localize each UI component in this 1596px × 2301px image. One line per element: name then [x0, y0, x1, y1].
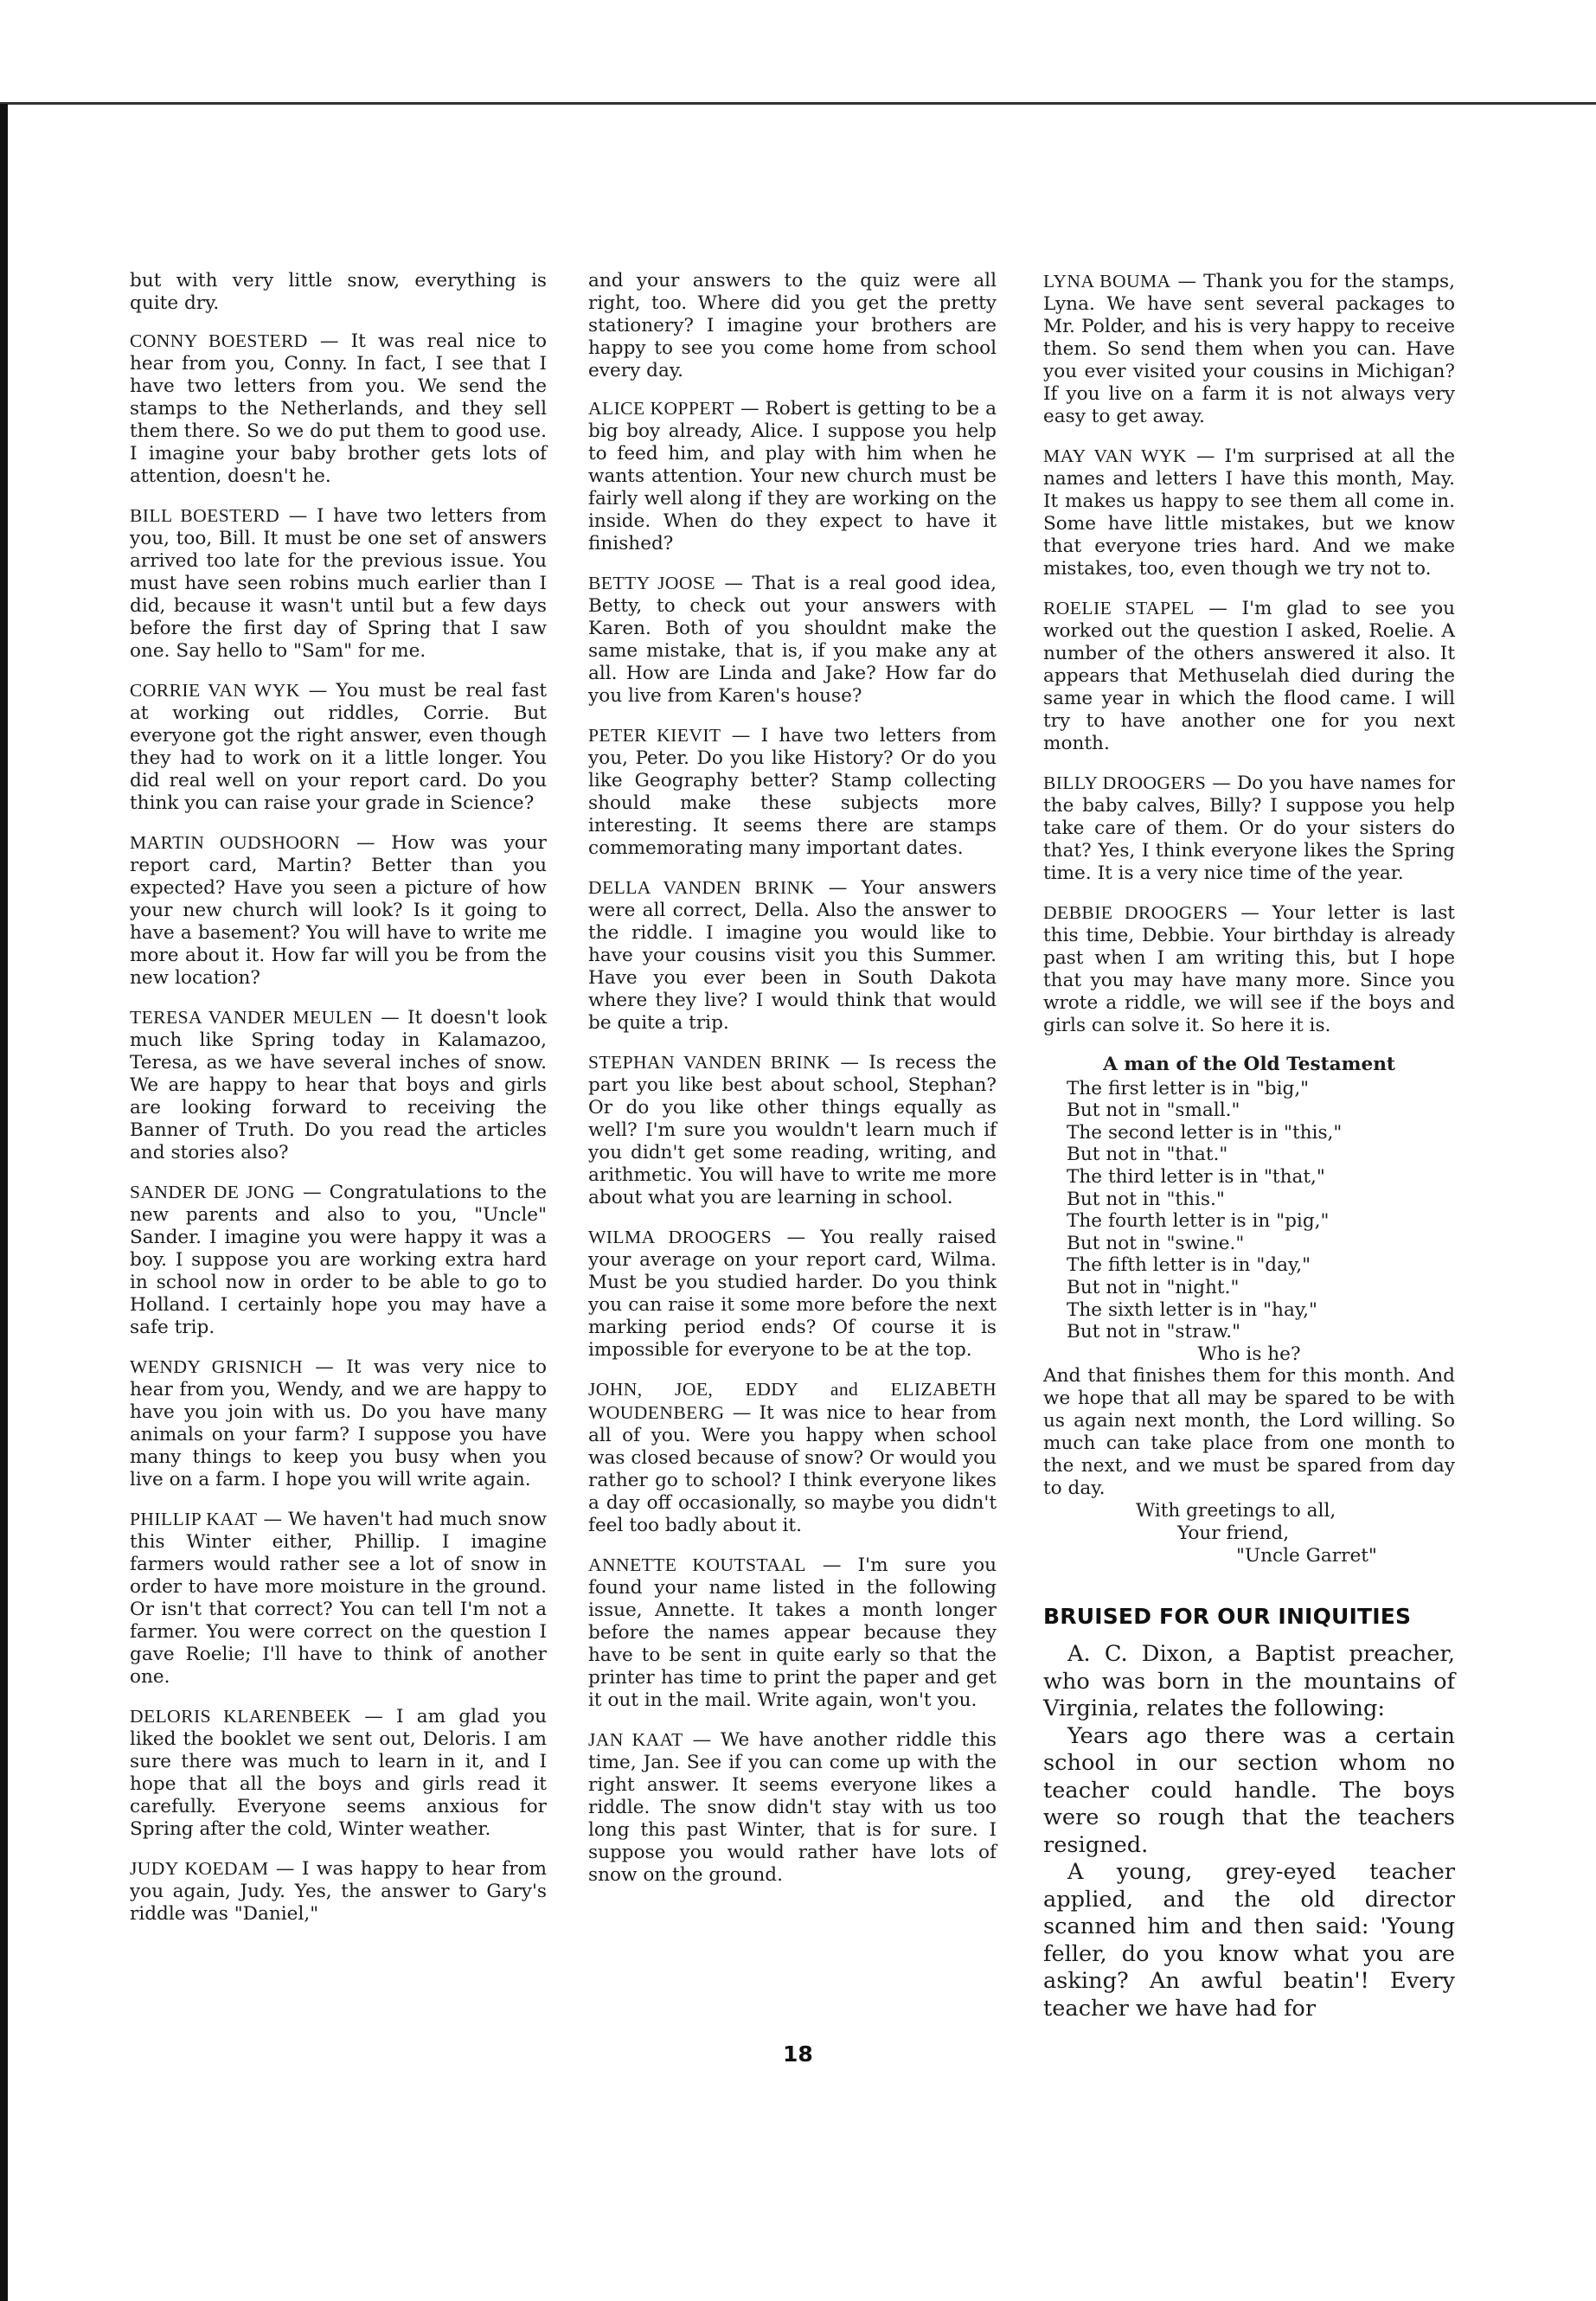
column-2-letters	[588, 397, 997, 1887]
letter-recipient-name: PHILLIP KAAT	[130, 1509, 258, 1529]
riddle-exclusion-line: But not in "night."	[1067, 1276, 1240, 1298]
letter-body: — Robert is getting to be a big boy already, Alice. I suppose you help to feed him, and play with him when he wants attention. Your new church must be fairly well along if they are working on the inside. When do they expect to have it finished?	[588, 398, 997, 554]
letter-entry	[130, 1508, 547, 1689]
letter-body: — I'm sure you found your name listed in the following issue, Annette. It takes a month longer before the names appear because they have to be sent in quite early so that the printer has time to print the paper and get it out in the mail. Write again, won't you.	[588, 1554, 997, 1711]
closing-paragraph: And that finishes them for this month. And we hope that all may be spared to be with us again next month, the Lord willing. So much can take place from one month to the next, and we must be spared from day to day.	[1043, 1365, 1455, 1500]
column-3	[1043, 270, 1455, 2022]
letter-entry	[588, 876, 997, 1035]
letter-entry	[1043, 270, 1455, 428]
column-2-intro: and your answers to the quiz were all right, too. Where did you get the pretty stationery? I imagine your brothers are happy to see you come home from school every day.	[588, 270, 997, 381]
letter-recipient-name: JOHN, JOE, EDDY and ELIZABETH WOUDENBERG	[588, 1379, 997, 1423]
letter-entry	[588, 1051, 997, 1209]
column-3-letters	[1043, 270, 1455, 1037]
letter-body: — That is a real good idea, Betty, to check out your answers with Karen. Both of you shouldnt make the same mistake, that is, if you make any at all. How are Linda and Jake? How far do you live from Karen's house?	[588, 573, 997, 707]
letter-entry	[1043, 901, 1455, 1037]
letter-body: — You really raised your average on your report card, Wilma. Must be you studied harder. Do you think you can raise it some more before the next marking period ends? Of course it is impossible for everyone to be at the top.	[588, 1227, 997, 1361]
letter-recipient-name: JAN KAAT	[588, 1729, 683, 1750]
riddle-clue-line: The third letter is in "that,"	[1067, 1165, 1325, 1188]
letter-body: — I'm surprised at all the names and letters I have this month, May. It makes us happy to see them all come in. Some have little mistakes, but we know that everyone tries hard. And we make mistakes, too, even though we try not to.	[1043, 445, 1456, 580]
letter-body: — It doesn't look much like Spring today in Kalamazoo, Teresa, as we have several inches of snow. We are happy to hear that boys and girls are looking forward to receiving the Banner of Truth. Do you read the articles and stories also?	[130, 1007, 547, 1163]
letter-entry	[1043, 772, 1455, 885]
scan-edge-top	[0, 102, 1596, 105]
letter-body: — I have two letters from you, too, Bill. It must be one set of answers arrived too late for the previous issue. You must have seen robins much earlier than I did, because it wasn't until but a few days before the first day of Spring that I saw one. Say hello to "Sam" for me.	[130, 505, 547, 662]
letter-body: — Congratulations to the new parents and also to you, "Uncle" Sander. I imagine you were happy it was a boy. I suppose you are working extra hard in school now in order to be able to go to Holland. I certainly hope you may have a safe trip.	[130, 1182, 547, 1338]
riddle-exclusion-line: But not in "swine."	[1067, 1232, 1245, 1254]
letter-body: — I was happy to hear from you again, Judy. Yes, the answer to Gary's riddle was "Daniel,"	[130, 1858, 548, 1925]
article-headline: BRUISED FOR OUR INIQUITIES	[1043, 1604, 1412, 1630]
article-paragraph: A. C. Dixon, a Baptist preacher, who was born in the mountains of Virginia, relates the following:	[1043, 1641, 1455, 1722]
riddle	[1043, 1054, 1455, 1365]
letter-entry	[130, 330, 547, 488]
letter-recipient-name: ROELIE STAPEL	[1043, 598, 1195, 619]
letter-recipient-name: WILMA DROOGERS	[588, 1227, 772, 1247]
letter-body: — I am glad you liked the booklet we sent out, Deloris. I am sure there was much to learn in it, and I hope that all the boys and girls read it carefully. Everyone seems anxious for Spring after the cold, Winter weather.	[130, 1706, 548, 1840]
riddle-exclusion-line: But not in "straw."	[1067, 1321, 1241, 1343]
letter-recipient-name: CONNY BOESTERD	[130, 330, 308, 351]
riddle-question: Who is he?	[1197, 1343, 1301, 1365]
letter-entry	[130, 679, 547, 815]
article-paragraph: Years ago there was a certain school in our section whom no teacher could handle. The boys were so rough that the teachers resigned.	[1043, 1722, 1455, 1858]
letter-recipient-name: DEBBIE DROOGERS	[1043, 902, 1228, 923]
article-body	[1043, 1641, 1455, 2022]
letter-body: — Your letter is last this time, Debbie. Your birthday is already past when I am writing this, but I hope that you may have many more. Since you wrote a riddle, we will see if the boys and girls can solve it. So here it is.	[1043, 902, 1455, 1036]
letter-entry	[1043, 597, 1455, 755]
letter-entry	[130, 1705, 547, 1841]
letter-entry	[130, 1356, 547, 1491]
letter-entry	[130, 1181, 547, 1339]
letter-body: — Is recess the part you like best about school, Stephan? Or do you like other things equally as well? I'm sure you wouldn't learn much if you didn't get some reading, writing, and arithmetic. You will have to write me more about what you are learning in school.	[588, 1052, 997, 1208]
riddle-clue-line: The second letter is in "this,"	[1067, 1121, 1343, 1144]
column-1	[130, 270, 547, 1942]
riddle-title: A man of the Old Testament	[1103, 1054, 1395, 1075]
letter-entry	[588, 1728, 997, 1887]
letter-body: — Your answers were all correct, Della. Also the answer to the riddle. I imagine you would like to have your cousins visit you this Summer. Have you ever been in South Dakota where they live? I would think that would be quite a trip.	[588, 877, 997, 1034]
letter-recipient-name: LYNA BOUMA	[1043, 271, 1171, 292]
letter-body: — I'm glad to see you worked out the question I asked, Roelie. A number of the others answered it also. It appears that Methuselah died during the same year in which the flood came. I will try to have another one for you next month.	[1043, 598, 1456, 754]
riddle-clue-line: The sixth letter is in "hay,"	[1067, 1298, 1317, 1321]
letter-entry	[1043, 445, 1455, 580]
letter-recipient-name: BILLY DROOGERS	[1043, 772, 1207, 793]
letter-body: — We have another riddle this time, Jan. See if you can come up with the right answer. It seems everyone likes a riddle. The snow didn't stay with us too long this past Winter, that is for sure. I suppose you would rather have lots of snow on the ground.	[588, 1729, 997, 1886]
letter-recipient-name: DELLA VANDEN BRINK	[588, 877, 815, 898]
signature: "Uncle Garret"	[1236, 1545, 1377, 1567]
letter-body: — It was nice to hear from all of you. Were you happy when school was closed because of snow? Or would you rather go to school? I think everyone likes a day off occasionally, so maybe you didn't feel too badly about it.	[588, 1402, 997, 1536]
scan-edge-left	[0, 104, 8, 2301]
letter-entry	[588, 1554, 997, 1712]
letter-recipient-name: JUDY KOEDAM	[130, 1858, 269, 1879]
letter-recipient-name: ALICE KOPPERT	[588, 398, 734, 419]
riddle-clue-line: The fifth letter is in "day,"	[1067, 1254, 1311, 1277]
letter-recipient-name: WENDY GRISNICH	[130, 1356, 303, 1377]
letter-recipient-name: SANDER DE JONG	[130, 1182, 296, 1202]
letter-recipient-name: ANNETTE KOUTSTAAL	[588, 1554, 806, 1575]
letter-entry	[588, 572, 997, 708]
letter-entry	[588, 397, 997, 555]
letter-entry	[130, 1857, 547, 1926]
riddle-clue-line: The first letter is in "big,"	[1067, 1077, 1310, 1099]
letter-entry	[588, 1226, 997, 1362]
letter-body: — Thank you for the stamps, Lyna. We have sent several packages to Mr. Polder, and his is very happy to receive them. So send them when you can. Have you ever visited your cousins in Michigan? If you live on a farm it is not always very easy to get away.	[1043, 271, 1455, 427]
letter-recipient-name: CORRIE VAN WYK	[130, 680, 300, 701]
letter-entry	[588, 724, 997, 860]
letter-entry	[130, 504, 547, 663]
letter-body: — We haven't had much snow this Winter either, Phillip. I imagine farmers would rather see a lot of snow in order to have more moisture in the ground. Or isn't that correct? You can tell I'm not a farmer. You were correct on the question I gave Roelie; I'll have to think of another one.	[130, 1509, 547, 1688]
letter-recipient-name: STEPHAN VANDEN BRINK	[588, 1052, 831, 1073]
letter-body: — How was your report card, Martin? Better than you expected? Have you seen a picture of how your new church will look? Is it going to have a basement? You will have to write me more about it. How far will you be from the new location?	[130, 832, 548, 989]
letter-recipient-name: PETER KIEVIT	[588, 725, 721, 746]
column-1-intro: but with very little snow, everything is quite dry.	[130, 270, 547, 314]
column-1-letters	[130, 330, 547, 1926]
letter-entry	[588, 1378, 997, 1537]
page-number: 18	[783, 2041, 813, 2067]
riddle-clue-line: The fourth letter is in "pig,"	[1067, 1210, 1330, 1233]
letter-entry	[130, 1006, 547, 1164]
letter-recipient-name: DELORIS KLARENBEEK	[130, 1706, 352, 1727]
column-2	[588, 270, 997, 1903]
letter-recipient-name: MARTIN OUDSHOORN	[130, 832, 341, 853]
riddle-lines	[1043, 1078, 1455, 1343]
letter-recipient-name: MAY VAN WYK	[1043, 445, 1187, 466]
letter-recipient-name: BILL BOESTERD	[130, 505, 280, 526]
riddle-exclusion-line: But not in "that."	[1067, 1144, 1228, 1166]
riddle-exclusion-line: But not in "this."	[1067, 1188, 1225, 1210]
letter-recipient-name: TERESA VANDER MEULEN	[130, 1007, 373, 1028]
article-paragraph: A young, grey-eyed teacher applied, and the old director scanned him and then said: 'Young feller, do you know what you are asking? An awful beatin'! Every teacher we have had for	[1043, 1859, 1455, 2022]
letter-body: — Do you have names for the baby calves, Billy? I suppose you help take care of them. Or do your sisters do that? Yes, I think everyone likes the Spring time. It is a very nice time of the year.	[1043, 772, 1455, 884]
letter-entry	[130, 831, 547, 990]
letter-body: — I have two letters from you, Peter. Do you like History? Or do you like Geography better? Stamp collecting should make these subjects more interesting. It seems there are stamps commemorating many important dates.	[588, 725, 997, 859]
friend-line: Your friend,	[1177, 1522, 1290, 1545]
letter-body: — It was very nice to hear from you, Wendy, and we are happy to have you join with us. Do you have many animals on your farm? I suppose you have many things to keep you busy when you live on a farm. I hope you will write again.	[130, 1356, 547, 1490]
letter-body: — It was real nice to hear from you, Conny. In fact, I see that I have two letters from you. We send the stamps to the Netherlands, and they sell them there. So we do put them to good use. I imagine your baby brother gets lots of attention, doesn't he.	[130, 330, 547, 487]
letter-body: — You must be real fast at working out riddles, Corrie. But everyone got the right answer, even though they had to work on it a little longer. You did real well on your report card. Do you think you can raise your grade in Science?	[130, 680, 547, 814]
riddle-exclusion-line: But not in "small."	[1067, 1099, 1240, 1122]
greeting: With greetings to all,	[1136, 1500, 1336, 1522]
letter-recipient-name: BETTY JOOSE	[588, 573, 715, 593]
